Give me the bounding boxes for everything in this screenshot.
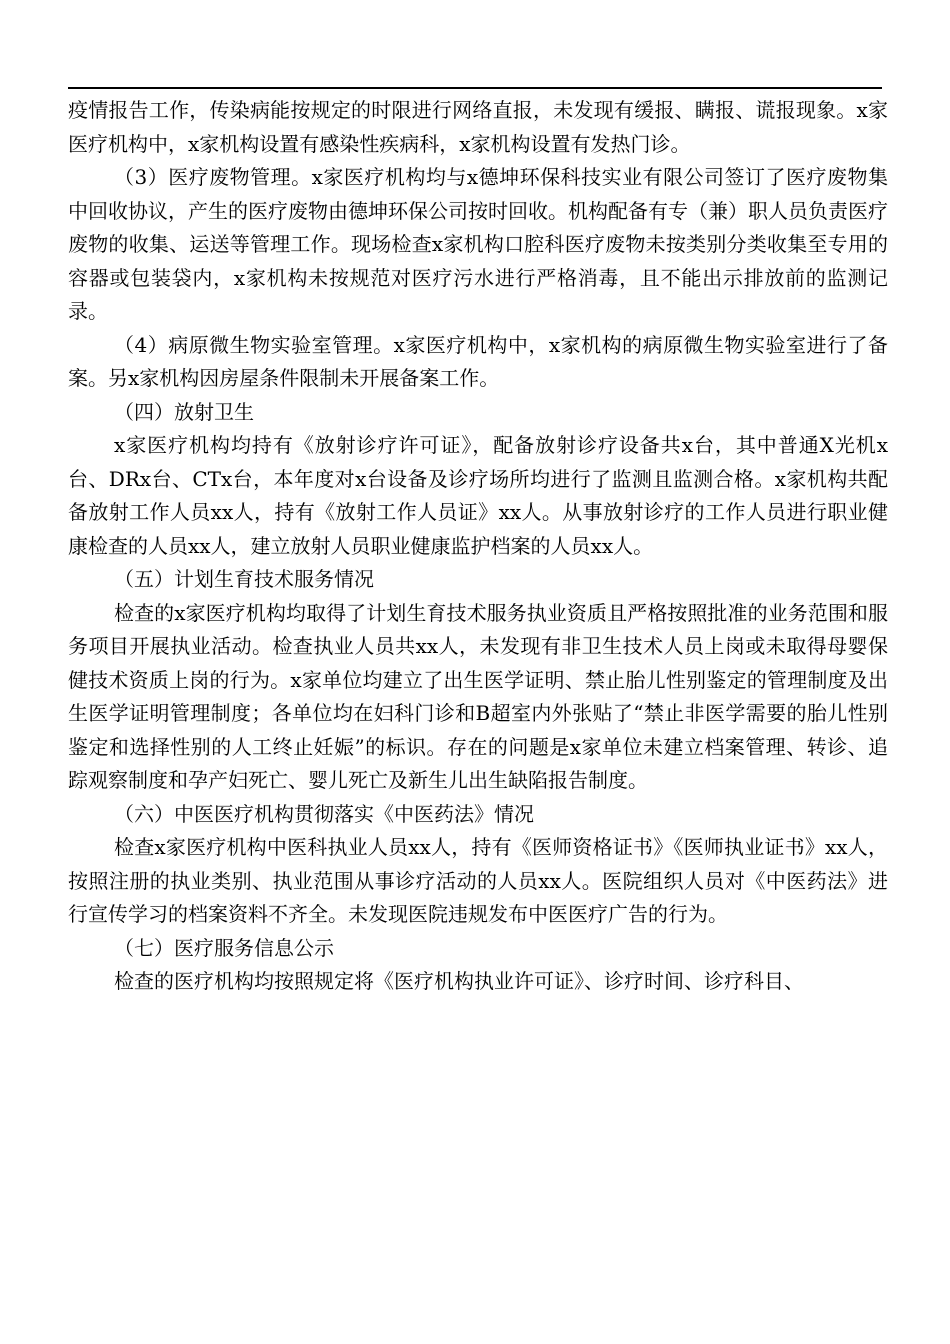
section-heading-tcm: （六）中医医疗机构贯彻落实《中医药法》情况 xyxy=(114,801,534,826)
paragraph-tcm: 检查x家医疗机构中医科执业人员xx人，持有《医师资格证书》《医师执业证书》xx人，按照注册的执业类别、执业范围从事诊疗活动的人员xx人。医院组织人员对《中医药法》进行宣传学习的档案资料不齐全。未发现医院违规发布中医医疗广告的行为。 xyxy=(68,835,888,926)
document-body xyxy=(68,94,888,999)
section-heading-info-disclosure: （七）医疗服务信息公示 xyxy=(114,935,334,960)
paragraph-pathogen-lab: （4）病原微生物实验室管理。x家医疗机构中，x家机构的病原微生物实验室进行了备案。另x家机构因房屋条件限制未开展备案工作。 xyxy=(68,332,888,390)
paragraph-radiation: x家医疗机构均持有《放射诊疗许可证》，配备放射诊疗设备共x台，其中普通X光机x台、DRx台、CTx台，本年度对x台设备及诊疗场所均进行了监测且监测合格。x家机构共配备放射工作人员xx人，持有《放射工作人员证》xx人。从事放射诊疗的工作人员进行职业健康检查的人员xx人，建立放射人员职业健康监护档案的人员xx人。 xyxy=(68,433,888,558)
header-rule xyxy=(68,87,882,89)
section-heading-radiation: （四）放射卫生 xyxy=(114,399,254,424)
section-heading-family-planning: （五）计划生育技术服务情况 xyxy=(114,567,374,591)
paragraph-medical-waste: （3）医疗废物管理。x家医疗机构均与x德坤环保科技实业有限公司签订了医疗废物集中回收协议，产生的医疗废物由德坤环保公司按时回收。机构配备有专（兼）职人员负责医疗废物的收集、运送等管理工作。现场检查x家机构口腔科医疗废物未按类别分类收集至专用的容器或包装袋内，x家机构未按规范对医疗污水进行严格消毒，且不能出示排放前的监测记录。 xyxy=(68,165,888,323)
paragraph-epidemic-report: 疫情报告工作，传染病能按规定的时限进行网络直报，未发现有缓报、瞒报、谎报现象。x家医疗机构中，x家机构设置有感染性疾病科，x家机构设置有发热门诊。 xyxy=(68,98,888,156)
paragraph-family-planning: 检查的x家医疗机构均取得了计划生育技术服务执业资质且严格按照批准的业务范围和服务项目开展执业活动。检查执业人员共xx人，未发现有非卫生技术人员上岗或未取得母婴保健技术资质上岗的行为。x家单位均建立了出生医学证明、禁止胎儿性别鉴定的管理制度及出生医学证明管理制度；各单位均在妇科门诊和B超室内外张贴了“禁止非医学需要的胎儿性别鉴定和选择性别的人工终止妊娠”的标识。存在的问题是x家单位未建立档案管理、转诊、追踪观察制度和孕产妇死亡、婴儿死亡及新生儿出生缺陷报告制度。 xyxy=(68,600,888,792)
paragraph-info-disclosure: 检查的医疗机构均按照规定将《医疗机构执业许可证》、诊疗时间、诊疗科目、 xyxy=(114,969,804,993)
